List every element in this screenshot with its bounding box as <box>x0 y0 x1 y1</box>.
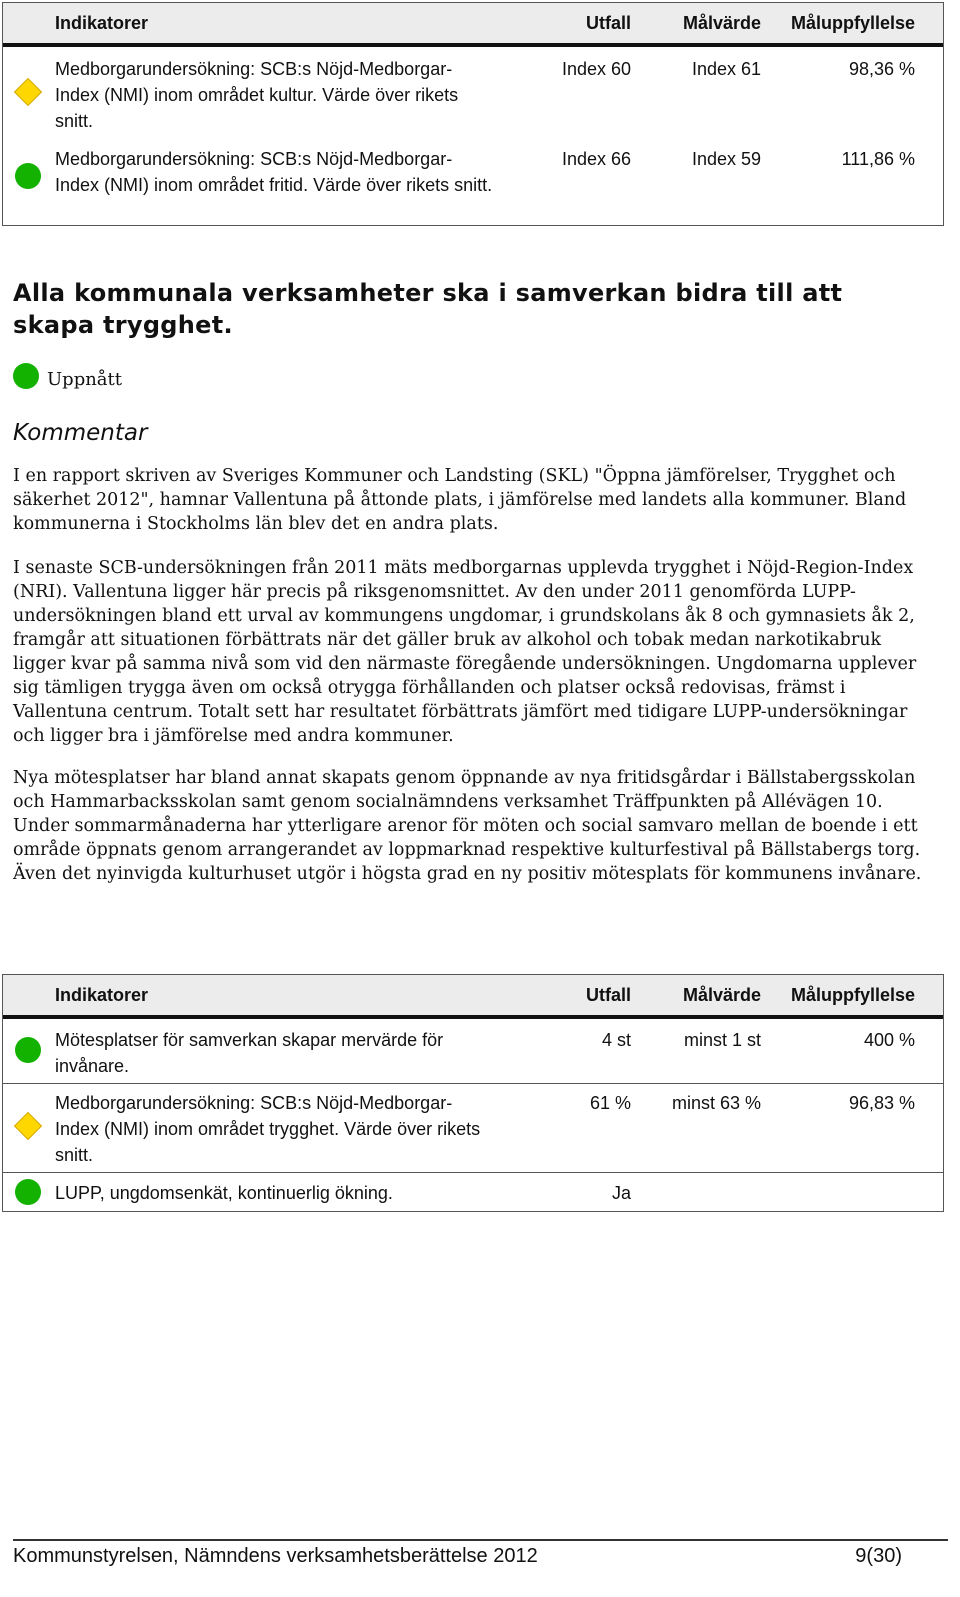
green-circle-status-icon <box>15 1179 41 1205</box>
indicator-text: Medborgarundersökning: SCB:s Nöjd-Medborgar-Index (NMI) inom området kultur. Värde över rikets snitt. <box>55 59 459 131</box>
green-circle-status-icon <box>13 363 39 389</box>
utfall-value: Ja <box>611 1183 631 1203</box>
utfall-value: 61 % <box>589 1093 631 1113</box>
comment-heading: Kommentar <box>13 420 148 446</box>
header-malvarde: Målvärde <box>682 985 761 1005</box>
footer-title: Kommunstyrelsen, Nämndens verksamhetsberättelse 2012 <box>13 1545 538 1567</box>
green-circle-status-icon <box>15 163 41 189</box>
malvarde-value: minst 63 % <box>671 1093 761 1113</box>
comment-paragraph: I senaste SCB-undersökningen från 2011 mäts medborgarnas upplevda trygghet i Nöjd-Region-Index (NRI). Vallentuna ligger här precis på riksgenomsnittet. Av den under 2011 genomförda LUPP-undersökningen bland ett urval av kommungens ungdomar, i grundskolans åk 8 och gymnasiets åk 2, framgår att situationen förbättrats när det gäller bruk av alkohol och tobak medan narkotikabruk ligger kvar på samma nivå som vid den närmaste föregående undersökningen. Ungdomarna upplever sig tämligen trygga även om också otrygga förhållanden och platser också redovisas, främst i Vallentuna centrum. Totalt sett har resultatet förbättrats jämfört med tidigare LUPP-undersökningar och ligger bra i jämförelse med andra kommuner. <box>13 558 917 746</box>
header-utfall: Utfall <box>586 985 631 1005</box>
green-circle-status-icon <box>15 1037 41 1063</box>
maluppfyllelse-value: 96,83 % <box>848 1093 915 1113</box>
utfall-value: Index 66 <box>561 149 631 169</box>
table-row <box>3 1019 943 1083</box>
utfall-value: 4 st <box>601 1030 631 1050</box>
header-maluppfyllelse: Måluppfyllelse <box>790 985 915 1005</box>
maluppfyllelse-value: 400 % <box>863 1030 915 1050</box>
utfall-value: Index 60 <box>561 59 631 79</box>
indicator-text: Medborgarundersökning: SCB:s Nöjd-Medborgar-Index (NMI) inom området fritid. Värde över rikets snitt. <box>55 149 493 195</box>
table-row <box>3 137 943 227</box>
header-indikatorer: Indikatorer <box>55 13 149 33</box>
table-header <box>3 3 943 47</box>
header-malvarde: Målvärde <box>682 13 761 33</box>
page-number: 9(30) <box>855 1545 902 1567</box>
indicator-table-1 <box>2 2 944 226</box>
malvarde-value: minst 1 st <box>683 1030 761 1050</box>
indicator-table-2 <box>2 974 944 1212</box>
indicator-text: Mötesplatser för samverkan skapar mervärde för invånare. <box>55 1030 444 1076</box>
header-maluppfyllelse: Måluppfyllelse <box>790 13 915 33</box>
header-utfall: Utfall <box>586 13 631 33</box>
footer-divider <box>13 1539 948 1541</box>
yellow-diamond-status-icon <box>14 78 42 106</box>
maluppfyllelse-value: 111,86 % <box>841 149 915 169</box>
malvarde-value: Index 59 <box>691 149 761 169</box>
maluppfyllelse-value: 98,36 % <box>848 59 915 79</box>
table-row <box>3 1083 943 1172</box>
table-row <box>3 47 943 137</box>
header-indikatorer: Indikatorer <box>55 985 149 1005</box>
comment-paragraph: Nya mötesplatser har bland annat skapats genom öppnande av nya fritidsgårdar i Bällstabergsskolan och Hammarbacksskolan samt genom socialnämndens verksamhet Träffpunkten på Allévägen 10. Under sommarmånaderna har ytterligare arenor för möten och social samvaro mellan de boende i ett område öppnats genom arrangerandet av loppmarknad respektive kulturfestival på Bällstabergs torg. Även det nyinvigda kulturhuset utgör i högsta grad en ny positiv mötesplats för kommunens invånare. <box>13 768 922 884</box>
malvarde-value: Index 61 <box>691 59 761 79</box>
status-label: Uppnått <box>47 369 123 390</box>
goal-heading: Alla kommunala verksamheter ska i samverkan bidra till att skapa trygghet. <box>13 279 843 339</box>
indicator-text: LUPP, ungdomsenkät, kontinuerlig ökning. <box>55 1183 393 1203</box>
yellow-diamond-status-icon <box>14 1112 42 1140</box>
comment-paragraph: I en rapport skriven av Sveriges Kommuner och Landsting (SKL) "Öppna jämförelser, Trygghet och säkerhet 2012", hamnar Vallentuna på åttonde plats, i jämförelse med landets alla kommuner. Bland kommunerna i Stockholms län blev det en andra plats. <box>13 466 907 534</box>
table-header <box>3 975 943 1019</box>
table-row <box>3 1172 943 1213</box>
indicator-text: Medborgarundersökning: SCB:s Nöjd-Medborgar-Index (NMI) inom området trygghet. Värde över rikets snitt. <box>55 1093 481 1165</box>
